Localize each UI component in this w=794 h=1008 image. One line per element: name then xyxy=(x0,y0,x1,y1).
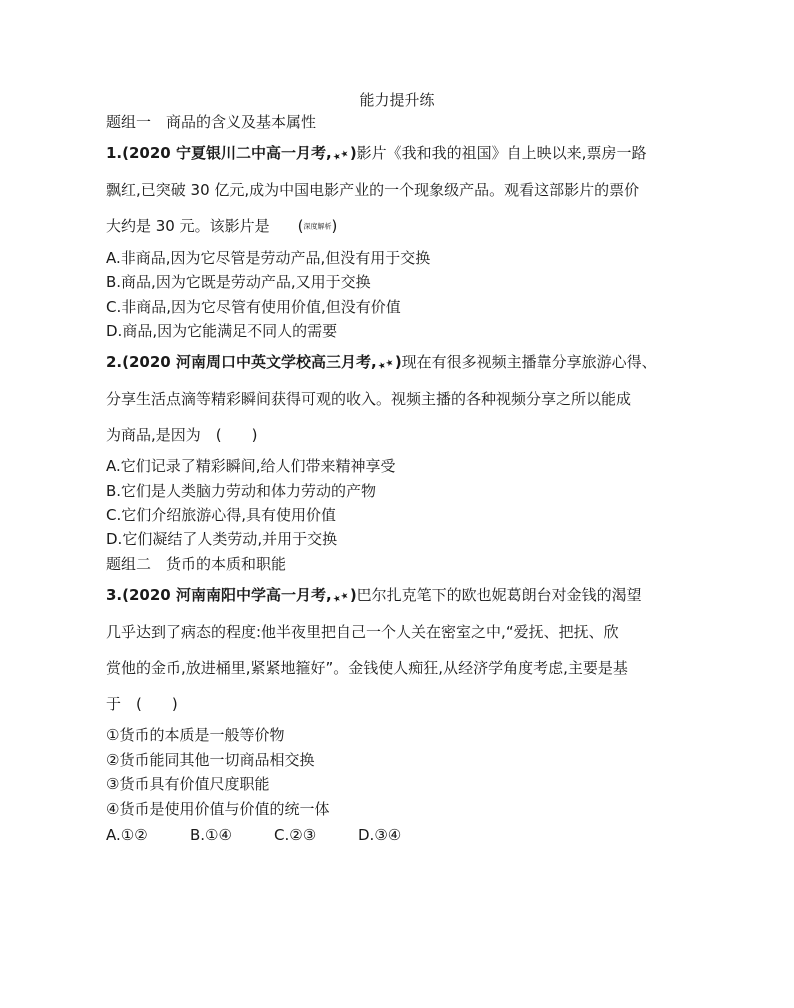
q3-stem-line1 xyxy=(106,585,642,608)
q3-source-close: ) xyxy=(349,586,357,604)
q2-stem-line2: 分享生活点滴等精彩瞬间获得可观的收入。视频主播的各种视频分享之所以能成 xyxy=(106,390,632,408)
q2-stem-line1 xyxy=(106,352,657,375)
q1-stem-line1 xyxy=(106,143,646,166)
q3-option-b: B.①④ xyxy=(190,826,232,844)
q3-option-d: D.③④ xyxy=(358,826,402,844)
q1-stem-line3 xyxy=(106,216,337,237)
q2-stem-line3: 为商品,是因为 ( ) xyxy=(106,426,258,444)
q3-option-a: A.①② xyxy=(106,826,148,844)
difficulty-star-icon: ★★ xyxy=(331,148,351,164)
q2-source-close: ) xyxy=(394,353,402,371)
q3-stem-line3: 赏他的金币,放进桶里,紧紧地箍好”。金钱使人痴狂,从经济学角度考虑,主要是基 xyxy=(106,659,628,677)
q1-analysis-note: 深度解析 xyxy=(303,222,332,231)
q1-answer-blank-open: ( xyxy=(297,217,304,235)
q1-option-a: A.非商品,因为它尽管是劳动产品,但没有用于交换 xyxy=(106,249,431,267)
q3-statement-3: ③货币具有价值尺度职能 xyxy=(106,775,270,793)
q3-stem-text: 巴尔扎克笔下的欧也妮葛朗台对金钱的渴望 xyxy=(356,586,642,604)
q1-number: 1. xyxy=(106,144,123,162)
q3-stem-line4: 于 ( ) xyxy=(106,695,178,713)
difficulty-star-icon: ★★ xyxy=(376,357,396,373)
q3-statement-2: ②货币能同其他一切商品相交换 xyxy=(106,751,315,769)
q2-number: 2. xyxy=(106,353,123,371)
q1-stem-line2: 飘红,已突破 30 亿元,成为中国电影产业的一个现象级产品。观看这部影片的票价 xyxy=(106,181,640,199)
q2-option-a: A.它们记录了精彩瞬间,给人们带来精神享受 xyxy=(106,457,396,475)
q1-stem-text: 影片《我和我的祖国》自上映以来,票房一路 xyxy=(356,144,647,162)
difficulty-star-icon: ★★ xyxy=(331,590,351,606)
group2-heading: 题组二 货币的本质和职能 xyxy=(106,555,287,573)
q3-statement-4: ④货币是使用价值与价值的统一体 xyxy=(106,800,330,818)
q1-option-c: C.非商品,因为它尽管有使用价值,但没有价值 xyxy=(106,298,401,316)
q3-stem-line2: 几乎达到了病态的程度:他半夜里把自己一个人关在密室之中,“爱抚、把抚、欣 xyxy=(106,623,619,641)
q2-source: (2020 河南周口中英文学校高三月考, xyxy=(122,353,377,371)
q1-source: (2020 宁夏银川二中高一月考, xyxy=(122,144,332,162)
q3-source: (2020 河南南阳中学高一月考, xyxy=(122,586,332,604)
q2-option-d: D.它们凝结了人类劳动,并用于交换 xyxy=(106,530,338,548)
q1-option-d: D.商品,因为它能满足不同人的需要 xyxy=(106,322,338,340)
q1-stem-text3: 大约是 30 元。该影片是 xyxy=(106,217,270,235)
q3-option-c: C.②③ xyxy=(274,826,317,844)
q3-statement-1: ①货币的本质是一般等价物 xyxy=(106,726,285,744)
page-title: 能力提升练 xyxy=(359,91,435,109)
q3-options-row xyxy=(106,825,401,845)
q1-option-b: B.商品,因为它既是劳动产品,又用于交换 xyxy=(106,273,371,291)
q2-stem-text: 现在有很多视频主播靠分享旅游心得、 xyxy=(401,353,657,371)
q2-option-c: C.它们介绍旅游心得,具有使用价值 xyxy=(106,506,337,524)
q1-answer-blank-close: ) xyxy=(331,217,338,235)
q3-number: 3. xyxy=(106,586,123,604)
q1-source-close: ) xyxy=(349,144,357,162)
q2-option-b: B.它们是人类脑力劳动和体力劳动的产物 xyxy=(106,482,377,500)
group1-heading: 题组一 商品的含义及基本属性 xyxy=(106,113,317,131)
